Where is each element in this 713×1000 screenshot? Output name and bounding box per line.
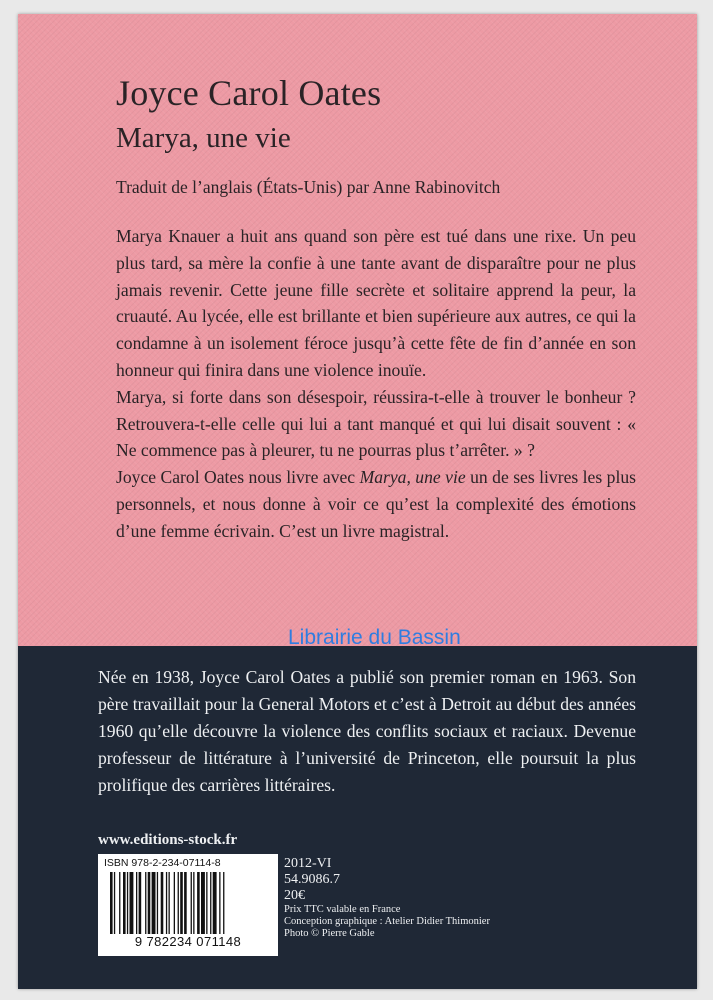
barcode-bar [139,872,142,934]
publisher-website: www.editions-stock.fr [98,832,238,848]
barcode-bar [157,872,158,934]
synopsis-paragraph-1: Marya Knauer a huit ans quand son père est tué dans une rixe. Un peu plus tard, sa mère la confie à une tante avant de disparaître pour ne plus jamais revenir. Cette jeune fille secrète et solitaire apprend la peur, la cruauté. Au lycée, elle est brillante et bien supérieure aux autres, ce qui la condamne à un isolement féroce jusqu’à cette fête de fin d’année en son honneur qui finira dans une violence inouïe. [116,226,636,380]
barcode-bar [166,872,167,934]
barcode-bar [206,872,207,934]
barcode-bar [223,872,224,934]
barcode-bar [219,872,220,934]
barcode-bar [123,872,126,934]
barcode-bar [152,872,156,934]
translator-credit: Traduit de l’anglais (États-Unis) par Anne Rabinovitch [116,177,501,197]
barcode-graphic [110,872,266,934]
barcode-bar [193,872,194,934]
barcode-bar [136,872,137,934]
barcode-bar [127,872,128,934]
design-credit: Conception graphique : Atelier Didier Thimonier [284,916,490,927]
barcode-label [98,854,278,956]
synopsis-text: Joyce Carol Oates nous livre avec [116,467,360,488]
author-name: Joyce Carol Oates [116,73,382,113]
barcode-bar [210,872,211,934]
barcode-bar [180,872,183,934]
photo-credit: Photo © Pierre Gable [284,928,375,939]
barcode-digits: 9 782234 071148 [134,934,242,949]
synopsis-paragraph-3 [116,464,636,544]
synopsis-text: un de ses livres les plus personnels, et nous donne à voir ce qu’est la complexité des émotions d’une femme écrivain. C’est un livre magistral. [116,467,636,541]
barcode-bar [110,872,113,934]
bookstore-watermark: Librairie du Bassin [288,626,461,649]
barcode-bar [161,872,164,934]
book-title: Marya, une vie [116,122,291,154]
barcode-bar [191,872,192,934]
barcode-bar [130,872,134,934]
print-info [284,856,490,940]
author-biography: Née en 1938, Joyce Carol Oates a publié son premier roman en 1963. Son père travaillait pour la General Motors et c’est à Detroit au début des années 1960 qu’elle découvre la violence des conflits sociaux et raciaux. Devenue professeur de littérature à l’université de Princeton, elle poursuit la plus prolifique des carrières littéraires. [98,667,636,795]
book-back-cover [18,14,697,989]
barcode-bar [184,872,187,934]
catalog-code: 54.9086.7 [284,872,340,887]
barcode-bar [148,872,151,934]
price: 20€ [284,888,305,903]
barcode-bar [119,872,120,934]
synopsis-title-italic: Marya, une vie [359,467,466,488]
barcode-bar [114,872,115,934]
price-note: Prix TTC valable en France [284,904,401,915]
barcode-bar [213,872,217,934]
barcode-bar [201,872,205,934]
isbn-number: ISBN 978-2-234-07114-8 [104,857,221,869]
edition-code: 2012-VI [284,856,332,871]
barcode-bar [174,872,175,934]
barcode-bar [197,872,200,934]
synopsis [116,223,636,545]
barcode-bar [169,872,170,934]
synopsis-paragraph-2: Marya, si forte dans son désespoir, réussira-t-elle à trouver le bonheur ? Retrouvera-t-elle celle qui lui a tant manqué et qui lui disait souvent : « Ne commence pas à pleurer, tu ne pourras plus t’arrêter. » ? [116,386,636,461]
barcode-bar [145,872,146,934]
barcode-bar [178,872,179,934]
